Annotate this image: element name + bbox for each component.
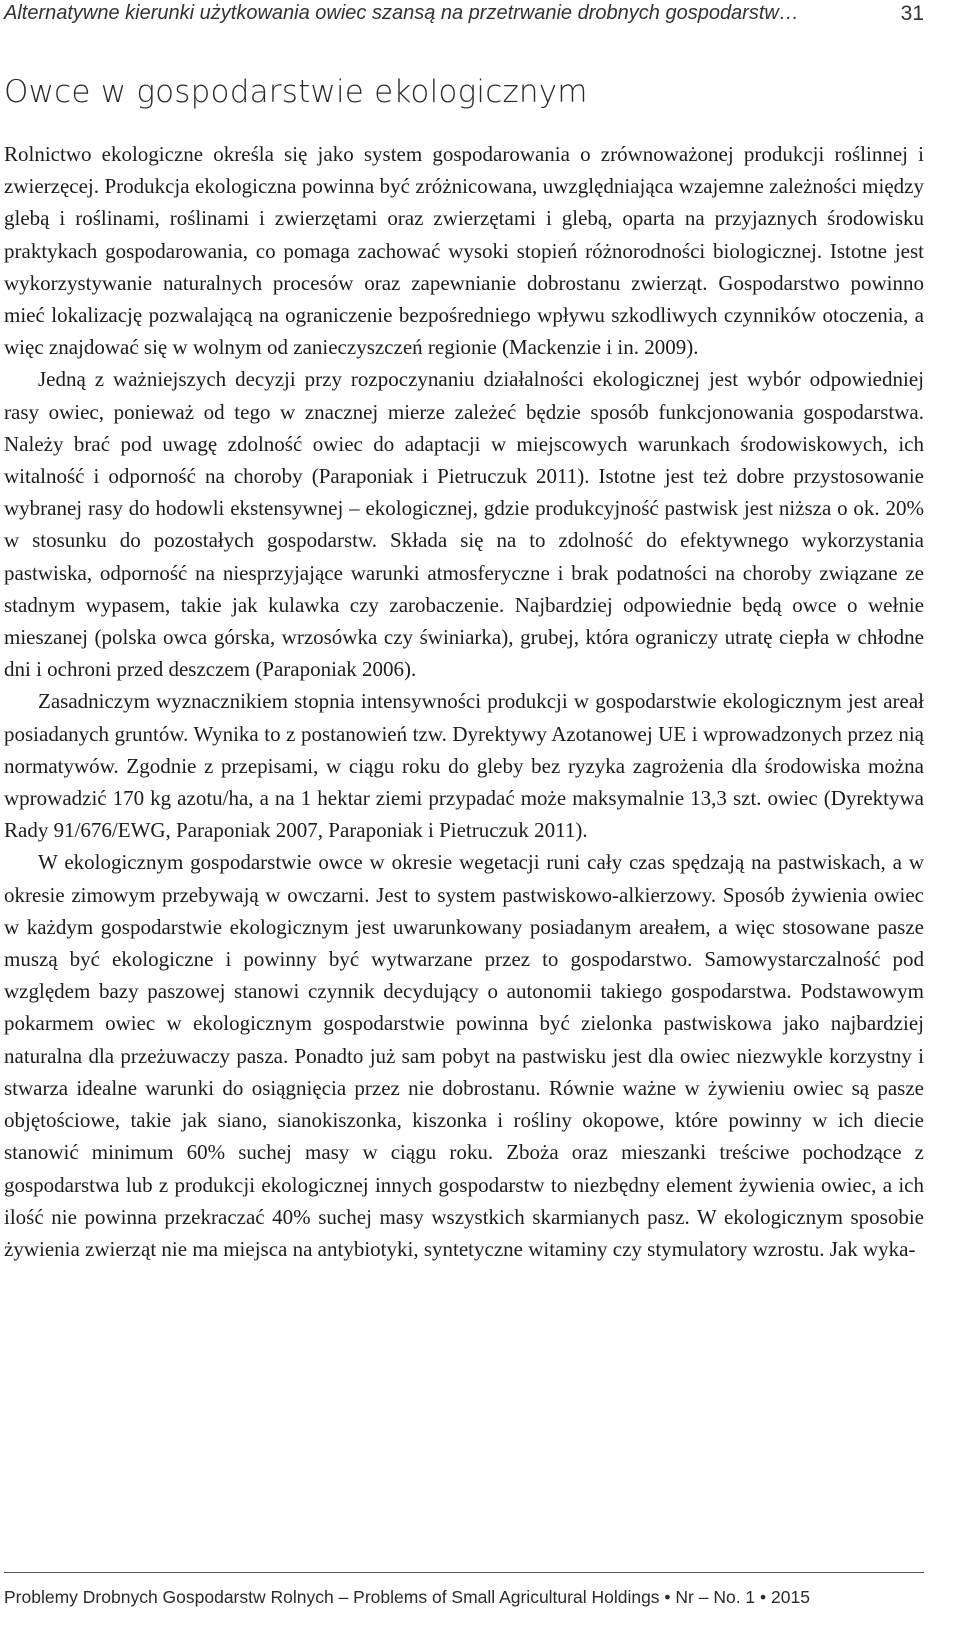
section-title: Owce w gospodarstwie ekologicznym <box>4 74 588 110</box>
document-page <box>4 0 924 1625</box>
running-head <box>4 0 924 32</box>
page-number: 31 <box>900 2 924 25</box>
journal-footer: Problemy Drobnych Gospodarstw Rolnych – Problems of Small Agricultural Holdings • Nr – No. 1 • 2015 <box>4 1572 924 1608</box>
paragraph-3: Zasadniczym wyznacznikiem stopnia intensywności produkcji w gospodarstwie ekologicznym jest areał posiadanych gruntów. Wynika to z postanowień tzw. Dyrektywy Azotanowej UE i wprowadzonych przez nią normatywów. Zgodnie z przepisami, w ciągu roku do gleby bez ryzyka zagrożenia dla środowiska można wprowadzić 170 kg azotu/ha, a na 1 hektar ziemi przypadać może maksymalnie 13,3 szt. owiec (Dyrektywa Rady 91/676/EWG, Paraponiak 2007, Paraponiak i Pietruczuk 2011). <box>4 689 924 843</box>
running-head-title: Alternatywne kierunki użytkowania owiec szansą na przetrwanie drobnych gospodarstw… <box>4 2 799 24</box>
paragraph-2: Jedną z ważniejszych decyzji przy rozpoczynaniu działalności ekologicznej jest wybór odpowiedniej rasy owiec, ponieważ od tego w znacznej mierze zależeć będzie sposób funkcjonowania gospodarstwa. Należy brać pod uwagę zdolność owiec do adaptacji w miejscowych warunkach środowiskowych, ich witalność i odporność na choroby (Paraponiak i Pietruczuk 2011). Istotne jest też dobre przystosowanie wybranej rasy do hodowli ekstensywnej – ekologicznej, gdzie produkcyjność pastwisk jest niższa o ok. 20% w stosunku do pozostałych gospodarstw. Składa się na to zdolność do efektywnego wykorzystania pastwiska, odporność na niesprzyjające warunki atmosferyczne i brak podatności na choroby związane ze stadnym wypasem, takie jak kulawka czy zarobaczenie. Najbardziej odpowiednie będą owce o wełnie mieszanej (polska owca górska, wrzosówka czy świniarka), grubej, która ograniczy utratę ciepła w chłodne dni i ochroni przed deszczem (Paraponiak 2006). <box>4 367 924 682</box>
body-text <box>4 138 924 1265</box>
paragraph-1: Rolnictwo ekologiczne określa się jako system gospodarowania o zrównoważonej produkcji roślinnej i zwierzęcej. Produkcja ekologiczna powinna być zróżnicowana, uwzględniająca wzajemne zależności między glebą i roślinami, roślinami i zwierzętami oraz zwierzętami i glebą, oparta na przyjaznych środowisku praktykach gospodarowania, co pomaga zachować wysoki stopień różnorodności biologicznej. Istotne jest wykorzystywanie naturalnych procesów oraz zapewnianie dobrostanu zwierząt. Gospodarstwo powinno mieć lokalizację pozwalającą na ograniczenie bezpośredniego wpływu szkodliwych czynników otoczenia, a więc znajdować się w wolnym od zanieczyszczeń regionie (Mackenzie i in. 2009). <box>4 142 924 360</box>
paragraph-4: W ekologicznym gospodarstwie owce w okresie wegetacji runi cały czas spędzają na pastwiskach, a w okresie zimowym przebywają w owczarni. Jest to system pastwiskowo-alkierzowy. Sposób żywienia owiec w każdym gospodarstwie ekologicznym jest uwarunkowany posiadanym areałem, a więc stosowane pasze muszą być ekologiczne i powinny być wytwarzane przez to gospodarstwo. Samowystarczalność pod względem bazy paszowej stanowi czynnik decydujący o autonomii takiego gospodarstwa. Podstawowym pokarmem owiec w ekologicznym gospodarstwie powinna być zielonka pastwiskowa jako najbardziej naturalna dla przeżuwaczy pasza. Ponadto już sam pobyt na pastwisku jest dla owiec niezwykle korzystny i stwarza idealne warunki do osiągnięcia przez nie dobrostanu. Równie ważne w żywieniu owiec są pasze objętościowe, takie jak siano, sianokiszonka, kiszonka i rośliny okopowe, które powinny w ich diecie stanowić minimum 60% suchej masy w ciągu roku. Zboża oraz mieszanki treściwe pochodzące z gospodarstwa lub z produkcji ekologicznej innych gospodarstw to niezbędny element żywienia owiec, a ich ilość nie powinna przekraczać 40% suchej masy wszystkich skarmianych pasz. W ekologicznym sposobie żywienia zwierząt nie ma miejsca na antybiotyki, syntetyczne witaminy czy stymulatory wzrostu. Jak wyka- <box>4 850 924 1261</box>
